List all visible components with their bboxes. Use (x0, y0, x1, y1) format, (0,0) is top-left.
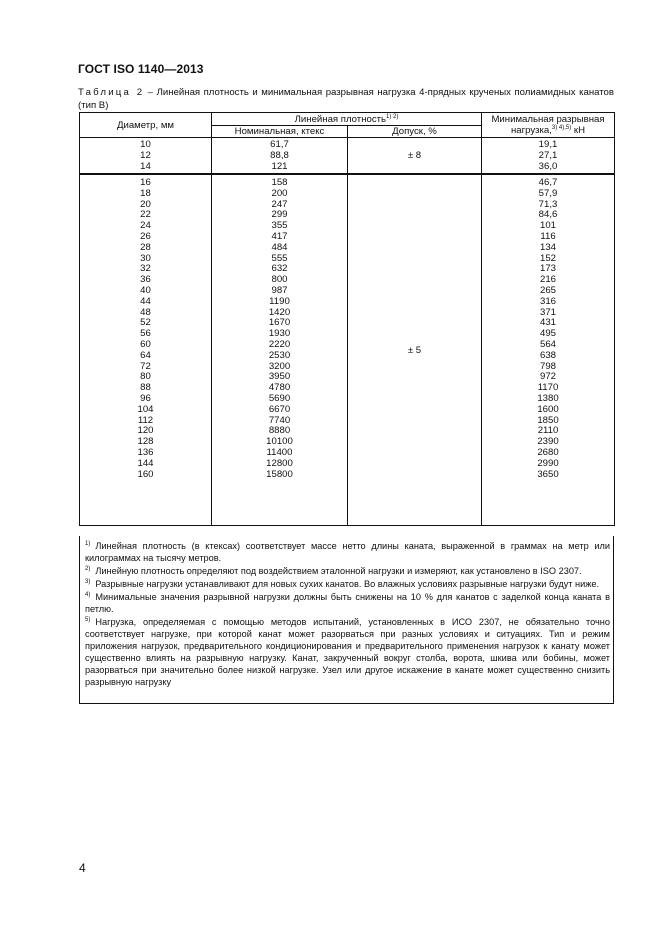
group2-tolerance: ± 5 (348, 175, 482, 526)
table-group-row (80, 175, 615, 526)
group2-diameters: 16 18 20 22 24 26 28 30 32 36 40 44 48 52 56 60 64 72 80 88 96 104 112 120 128 136 144 160 (80, 175, 212, 526)
footnote (85, 616, 610, 688)
page-number: 4 (79, 861, 86, 875)
header-linear-density: Линейная плотность$^{1) 2)}$ (212, 113, 482, 126)
footnote-mark: 4) (85, 591, 91, 598)
footnote-text: Минимальные значения разрывной нагрузки должны быть снижены на 10 % для канатов с заделкой конца каната в петлю. (85, 592, 610, 614)
table-caption-label: Таблица 2 (78, 87, 145, 98)
header-diameter: Диаметр, мм (80, 113, 212, 138)
footnote-mark: 3) (85, 578, 91, 585)
group1-tolerance: ± 8 (348, 138, 482, 174)
footnote-text: Нагрузка, определяемая с помощью методов испытаний, установленных в ИСО 2307, не обязательно точно соответствует нагрузке, при которой канат может разорваться при разных условиях и ситуациях. Тип и режим приложения нагрузок, предварительного кондиционирования и предварительного применения нагрузок к канату может существенно влиять на разрывную нагрузку. Канат, закрученный вокруг столба, ворота, шкива или бобины, может разорваться при значительно более низкой нагрузке. Узел или другое искажение в канате может существенно снизить разрывную нагрузку (85, 617, 610, 687)
document-header: ГОСТ ISO 1140—2013 (78, 62, 204, 76)
table-group-row (80, 138, 615, 174)
group1-diameters: 10 12 14 (80, 138, 212, 174)
footnote-text: Линейная плотность (в ктексах) соответствует массе нетто длины каната, выраженной в граммах на метр или килограммах на тысячу метров. (85, 541, 610, 563)
table-footnotes (79, 536, 614, 704)
header-nominal: Номинальная, ктекс (212, 126, 348, 138)
footnote (85, 578, 610, 590)
table-caption-text: – Линейная плотность и минимальная разрывная нагрузка 4-прядных крученых полиамидных канатов (тип В) (78, 87, 614, 111)
footnote-text: Разрывные нагрузки устанавливают для новых сухих канатов. Во влажных условиях разрывные нагрузки будут ниже. (95, 579, 600, 589)
data-table (79, 112, 615, 526)
group1-min-load: 19,1 27,1 36,0 (482, 138, 615, 174)
footnote-mark: 2) (85, 565, 91, 572)
table-header-row (80, 113, 615, 126)
footnote (85, 540, 610, 564)
group1-nominal: 61,7 88,8 121 (212, 138, 348, 174)
header-linear-density-footnote-ref: 1) 2) (386, 113, 399, 120)
header-min-breaking-load: Минимальная разрывная нагрузка,$^{3) 4),5)}$ кН (482, 113, 615, 138)
header-min-load-footnote-ref: 3) 4),5) (551, 124, 572, 131)
group2-min-load: 46,7 57,9 71,3 84,6 101 116 134 152 173 216 265 316 371 431 495 564 638 798 972 1170 1380 1600 1850 2110 2390 2680 2990 3650 (482, 175, 615, 526)
table-caption (78, 87, 614, 112)
footnote-mark: 1) (85, 540, 91, 547)
footnote-text: Линейную плотность определяют под воздействием эталонной нагрузки и измеряют, как установлено в ISO 2307. (95, 566, 582, 576)
footnote-mark: 5) (85, 616, 91, 623)
footnote (85, 565, 610, 577)
group2-nominal: 158 200 247 299 355 417 484 555 632 800 987 1190 1420 1670 1930 2220 2530 3200 3950 4780 5690 6670 7740 8880 10100 11400 12800 15800 (212, 175, 348, 526)
header-tolerance: Допуск, % (348, 126, 482, 138)
footnote (85, 591, 610, 615)
